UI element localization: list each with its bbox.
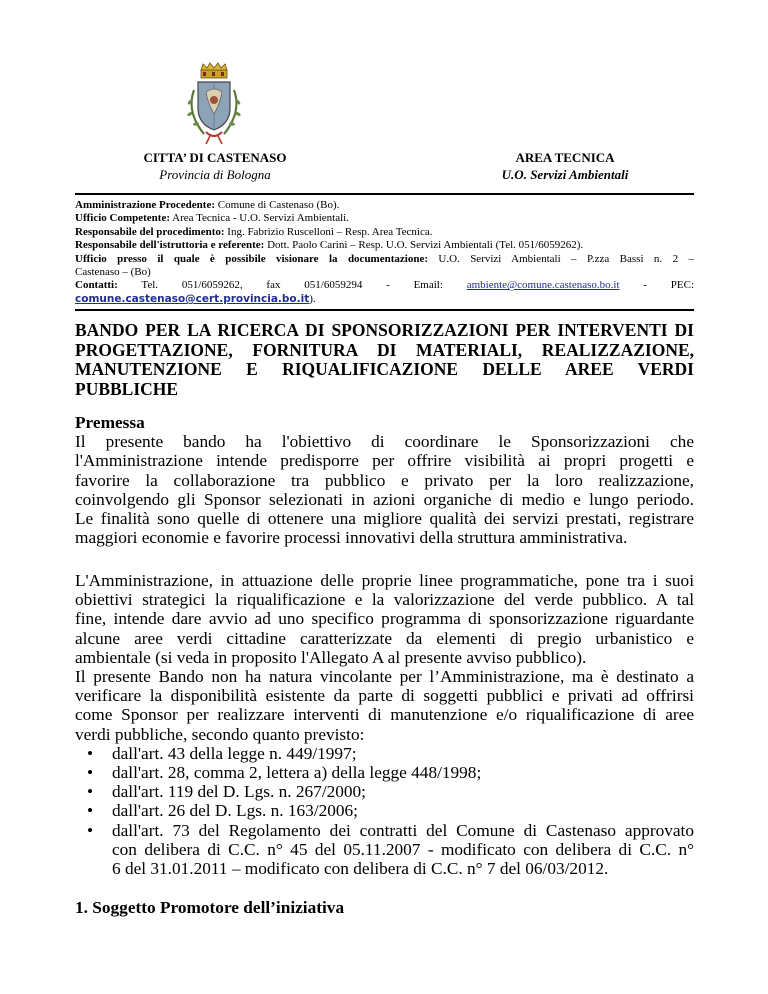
coat-of-arms-icon [176,62,252,146]
legal-references-list [75,744,694,878]
info-amministrazione: Amministrazione Procedente: Comune di Castenaso (Bo). [75,199,340,211]
list-item: • dall'art. 43 della legge n. 449/1997; [87,743,357,763]
header-right [465,149,665,183]
info-istruttoria: Responsabile dell'istruttoria e referente: Dott. Paolo Carini – Resp. U.O. Servizi Ambientali (Tel. 051/6059262). [75,239,584,252]
email-link[interactable]: ambiente@comune.castenaso.bo.it [466,279,620,292]
bullet-icon: • [87,801,94,821]
premessa-paragraph-3: Il presente Bando non ha natura vincolante per l’Amministrazione, ma è destinato a verificare la disponibilità esistente da parte di soggetti pubblici e privati ad offrirsi come Sponsor per realizzare interventi di manutenzione e/o riqualificazione di aree verdi pubbliche, secondo quanto previsto: [75,667,694,744]
premessa-paragraph-1: Il presente bando ha l'obiettivo di coordinare le Sponsorizzazioni che l'Amministrazione intende predisporre per offrire visibilità ai propri progetti e favorire la collaborazione tra pubblico e privato per la loro realizzazione, coinvolgendo gli Sponsor selezionati in azioni organiche di medio e lungo periodo. Le finalità sono quelle di ottenere una migliore qualità dei servizi prestati, registrare maggiori economie e favorire processi innovativi della struttura amministrativa. [75,432,694,548]
info-pec: comune.castenaso@cert.provincia.bo.it). [75,292,316,305]
municipality-name: CITTA’ DI CASTENASO [143,150,287,165]
info-ufficio: Ufficio Competente: Area Tecnica - U.O. Servizi Ambientali. [75,212,349,225]
document-title: BANDO PER LA RICERCA DI SPONSORIZZAZIONI PER INTERVENTI DI PROGETTAZIONE, FORNITURA DI MATERIALI, REALIZZAZIONE, MANUTENZIONE E RIQUALIFICAZIONE DELLE AREE VERDI PUBBLICHE [75,320,694,399]
info-documentazione-cont: Castenaso – (Bo) [75,266,151,279]
list-item: • dall'art. 26 del D. Lgs. n. 163/2006; [87,801,358,821]
bullet-icon: • [87,820,94,840]
pec-link[interactable]: comune.castenaso@cert.provincia.bo.it [75,292,310,305]
premessa-paragraph-2: L'Amministrazione, in attuazione delle proprie linee programmatiche, pone tra i suoi obiettivi strategici la riqualificazione e la valorizzazione del verde pubblico. A tal fine, intende dare avvio ad uno specifico programma di sponsorizzazione riguardante alcune aree verdi cittadine caratterizzate da elementi di pregio urbanistico e ambientale (si veda in proposito l'Allegato A al presente avviso pubblico). [75,571,694,667]
office-name: U.O. Servizi Ambientali [501,167,629,182]
list-item: • dall'art. 73 del Regolamento dei contratti del Comune di Castenaso approvato con delibera di C.C. n° 45 del 05.11.2007 - modificato con delibera di C.C. n° 6 del 31.01.2011 – modificato con delibera di C.C. n° 7 del 06/03/2012. [87,820,694,879]
bullet-icon: • [87,782,94,802]
info-documentazione: Ufficio presso il quale è possibile visionare la documentazione: U.O. Servizi Ambientali – P.zza Bassi n. 2 – [75,252,694,265]
list-item: • dall'art. 119 del D. Lgs. n. 267/2000; [87,782,366,802]
premessa-section [75,413,694,547]
header-left [115,149,315,183]
department-name: AREA TECNICA [515,150,615,165]
bullet-icon: • [87,763,94,783]
info-box [75,193,694,311]
info-responsabile: Responsabile del procedimento: Ing. Fabrizio Ruscelloni – Resp. Area Tecnica. [75,225,433,238]
info-contatti: Contatti: Tel. 051/6059262, fax 051/6059294 - Email: ambiente@comune.castenaso.bo.it - PEC: [75,279,695,292]
premessa-continuation [75,571,694,878]
province-name: Provincia di Bologna [159,167,271,182]
section-1 [75,898,694,917]
bullet-icon: • [87,743,94,763]
list-item: • dall'art. 28, comma 2, lettera a) della legge 448/1998; [87,763,482,783]
premessa-heading: Premessa [75,413,145,432]
section-1-heading: 1. Soggetto Promotore dell’iniziativa [75,898,345,917]
